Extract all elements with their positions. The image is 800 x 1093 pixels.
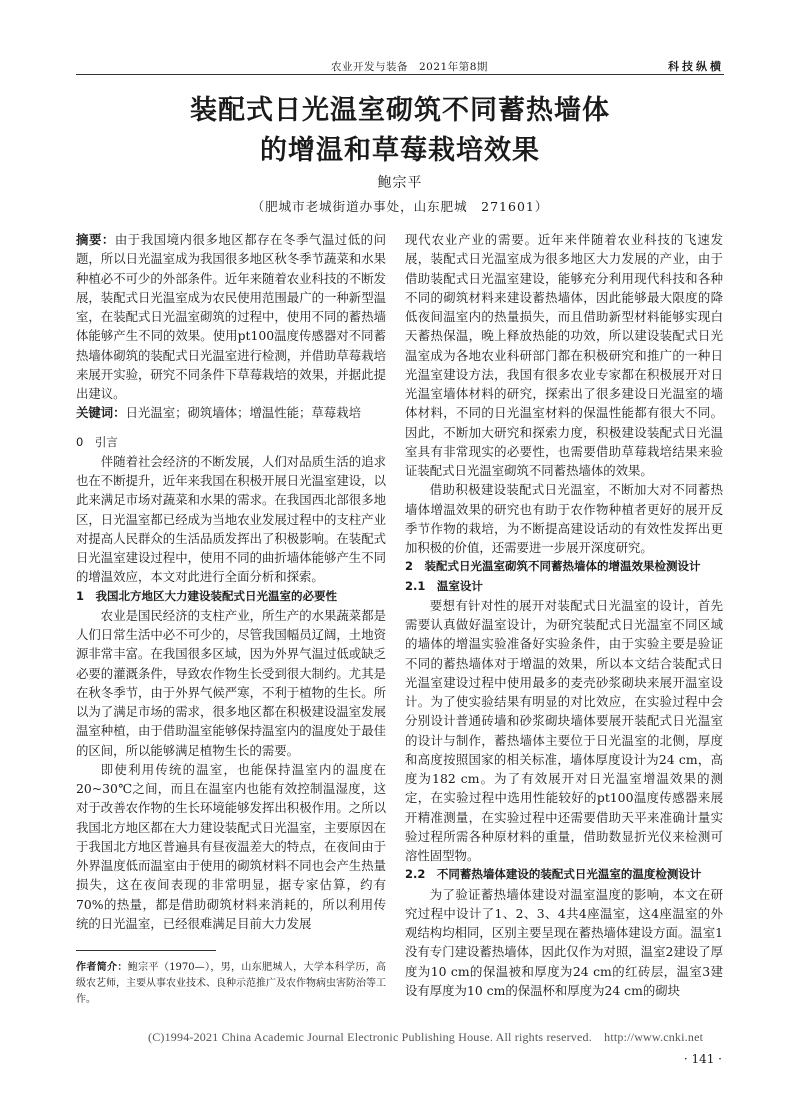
article-title-line-2: 的增温和草莓栽培效果 <box>260 135 540 166</box>
copyright-notice: (C)1994-2021 China Academic Journal Electronic Publishing House. All rights reserved. http://www.cnki.net <box>148 1030 704 1044</box>
section-1-heading: 1 我国北方地区大力建设装配式日光温室的必要性 <box>76 588 337 603</box>
section-2-heading: 2 装配式日光温室砌筑不同蓄热墙体的增温效果检测设计 <box>405 559 701 574</box>
author-name: 鲍宗平 <box>377 175 423 191</box>
abstract-text: 由于我国境内很多地区都存在冬季气温过低的问题，所以日光温室成为我国很多地区秋冬季节蔬菜和水果种植必不可少的外部条件。近年来随着农业科技的不断发展，装配式日光温室成为农民使用范围最广的一种新型温室，在装配式日光温室砌筑的过程中，使用不同的蓄热墙体能够产生不同的效果。使用pt100温度传感器对不同蓄热墙体砌筑的装配式日光温室进行检测，并借助草莓栽培来展开实验，研究不同条件下草莓栽培的效果，并据此提出建议。 <box>76 232 387 401</box>
section-2-2-heading: 2.2 不同蓄热墙体建设的装配式日光温室的温度检测设计 <box>405 867 702 882</box>
paragraph-further-research: 借助积极建设装配式日光温室，不断加大对不同蓄热墙体增温效果的研究也有助于农作物种植者更好的展开反季节作物的栽培，为不断提高建设话动的有效性发挥出更加积极的价值，还需要进一步展开深度研究。 <box>405 482 723 555</box>
footnote-label: 作者简介： <box>76 962 128 973</box>
footnote-text: 鲍宗平（1970—），男，山东肥城人，大学本科学历，高级农艺师，主要从事农业技术、良种示范推广及农作物病虫害防治等工作。 <box>76 962 387 1005</box>
abstract <box>76 230 386 403</box>
section-2-1-heading: 2.1 温室设计 <box>405 578 483 593</box>
section-label: 科技纵横 <box>668 60 724 73</box>
author-affiliation: （肥城市老城街道办事处，山东肥城 271601） <box>251 199 549 214</box>
footnote-rule <box>76 950 216 951</box>
keywords-label: 关键词： <box>76 405 126 421</box>
continued-paragraph: 现代农业产业的需要。近年来伴随着农业科技的飞速发展，装配式日光温室成为很多地区大力发展的产业，由于借助装配式日光温室建设，能够充分利用现代科技和各种不同的砌筑材料来建设蓄热墙体，因此能够最大限度的降低夜间温室内的热量损失，而且借助新型材料能够实现白天蓄热保温，晚上释放热能的功效，所以建设装配式日光温室成为各地农业科研部门都在积极研究和推广的一种日光温室建设方法，我国有很多农业专家都在积极展开对日光温室墙体材料的研究，探索出了很多建设日光温室的墙体材料，不同的日光温室材料的保温性能都有很大不同。因此，不断加大研究和探索力度，积极建设装配式日光温室具有非常现实的必要性，也需要借助草莓栽培结果来验证装配式日光温室砌筑不同蓄热墙体的效果。 <box>405 232 723 478</box>
header-rule <box>76 74 724 75</box>
author-bio-footnote <box>76 960 386 1008</box>
article-title-line-1: 装配式日光温室砌筑不同蓄热墙体 <box>190 95 610 126</box>
section-0-heading: 0 引言 <box>76 434 118 449</box>
running-header <box>76 56 724 76</box>
abstract-label: 摘要： <box>76 232 115 247</box>
section-2-1-paragraph: 要想有针对性的展开对装配式日光温室的设计，首先需要认真做好温室设计，为研究装配式日光温室不同区域的墙体的增温实验准备好实验条件，由于实验主要是验证不同的蓄热墙体对于增温的效果，所以本文结合装配式日光温室建设过程中使用最多的麦壳砂浆砌块来展开温室设计。为了使实验结果有明显的对比效应，在实验过程中会分别设计普通砖墙和砂浆砌块墙体要展开装配式日光温室的设计与制作，蓄热墙体主要位于日光温室的北侧，厚度和高度按照国家的相关标准，墙体厚度设计为24 cm，高度为182 cm。为了有效展开对日光温室增温效果的测定，在实验过程中选用性能较好的pt100温度传感器来展开精准测量，在实验过程中还需要借助天平来准确计量实验过程所需各种原材料的重量，借助数显折光仪来检测可溶性固型物。 <box>405 597 723 863</box>
left-column <box>76 230 386 933</box>
section-1-paragraph-2: 即使利用传统的温室，也能保持温室内的温度在20~30℃之间，而且在温室内也能有效控制温湿度，这对于改善农作物的生长环境能够发挥出积极作用。之所以我国北方地区都在大力建设装配式日光温室，主要原因在于我国北方地区普遍具有昼夜温差大的特点，在夜间由于外界温度低而温室由于使用的砌筑材料不同也会产生热量损失，这在夜间表现的非常明显，据专家估算，约有70%的热量，都是借助砌筑材料来消耗的，所以利用传统的日光温室，已经很难满足目前大力发展 <box>76 761 386 931</box>
journal-issue: 农业开发与装备 2021年第8期 <box>331 61 488 73</box>
section-0-paragraph: 伴随着社会经济的不断发展，人们对品质生活的追求也在不断提升，近年来我国在积极开展日光温室建设，以此来满足市场对蔬菜和水果的需求。在我国西北部很多地区，日光温室都已经成为当地农业发展过程中的支柱产业对提高人民群众的生活品质发挥出了积极影响。在装配式日光温室建设过程中，使用不同的曲折墙体能够产生不同的增温效应，本文对此进行全面分析和探索。 <box>76 453 386 585</box>
keywords-text: 日光温室；砌筑墙体；增温性能；草莓栽培 <box>125 405 361 421</box>
right-column <box>405 230 723 1000</box>
section-2-2-paragraph: 为了验证蓄热墙体建设对温室温度的影响，本文在研究过程中设计了1、2、3、4共4座温室，这4座温室的外观结构均相同，区别主要呈现在蓄热墙体建设方面。温室1没有专门建设蓄热墙体，因此仅作为对照，温室2建设了厚度为10 cm的保温被和厚度为24 cm的红砖层，温室3建设有厚度为10 cm的保温杯和厚度为24 cm的砌块 <box>405 886 723 998</box>
page-number: · 141 · <box>683 1052 722 1066</box>
keywords <box>76 403 386 422</box>
section-1-paragraph-1: 农业是国民经济的支柱产业，所生产的水果蔬菜都是人们日常生活中必不可少的，尽管我国幅员辽阔，土地资源非常丰富。在我国很多区域，因为外界气温过低或缺乏必要的灌溉条件，导致农作物生长受到很大制约。尤其是在秋冬季节，由于外界气候严寒，不利于植物的生长。所以为了满足市场的需求，很多地区都在积极建设温室发展温室种植，由于借助温室能够保持温室内的温度处于最佳的区间，所以能够满足植物生长的需要。 <box>76 607 386 758</box>
